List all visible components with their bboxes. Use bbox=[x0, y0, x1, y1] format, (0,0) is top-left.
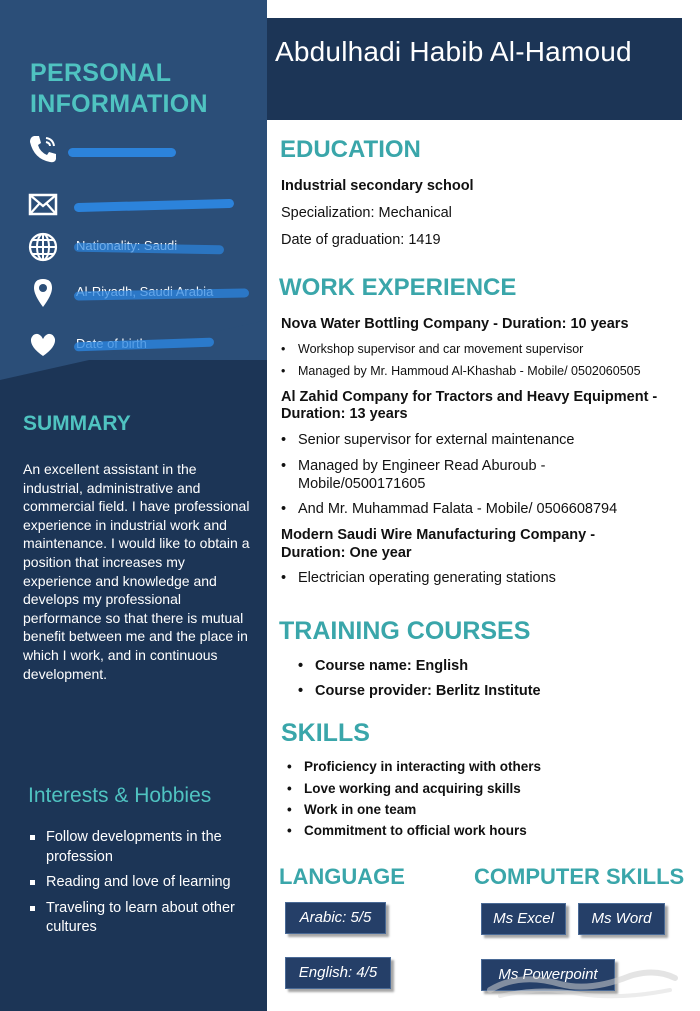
contact-phone bbox=[26, 132, 256, 166]
language-badge: English: 4/5 bbox=[285, 957, 391, 989]
list-item: Reading and love of learning bbox=[28, 873, 253, 893]
skill-item: • Work in one team bbox=[304, 802, 416, 817]
contact-email bbox=[26, 187, 256, 221]
computer-skill-badge: Ms Powerpoint bbox=[481, 959, 615, 991]
contact-nationality bbox=[26, 230, 256, 264]
job-bullet: • Managed by Mr. Hammoud Al-Khashab - Mobile/ 0502060505 bbox=[298, 364, 641, 378]
job-company: Al Zahid Company for Tractors and Heavy Equipment - bbox=[281, 389, 658, 405]
candidate-name: Abdulhadi Habib Al-Hamoud bbox=[275, 36, 632, 67]
name-header bbox=[267, 18, 682, 120]
training-item: • Course provider: Berlitz Institute bbox=[315, 683, 541, 699]
summary-title: SUMMARY bbox=[23, 412, 131, 435]
email-icon bbox=[26, 187, 60, 221]
skill-item: • Commitment to official work hours bbox=[304, 823, 527, 838]
redaction-mark bbox=[68, 148, 176, 157]
work-experience-title: WORK EXPERIENCE bbox=[279, 274, 517, 301]
list-item: Follow developments in the profession bbox=[28, 828, 253, 867]
skill-item: • Proficiency in interacting with others bbox=[304, 759, 541, 774]
job-company-duration: Duration: One year bbox=[281, 545, 412, 561]
job-bullet: • Electrician operating generating stations bbox=[298, 570, 556, 586]
phone-icon bbox=[26, 132, 60, 166]
job-bullet-continued: Mobile/0500171605 bbox=[298, 476, 426, 492]
list-item: Traveling to learn about other cultures bbox=[28, 899, 253, 938]
training-title: TRAINING COURSES bbox=[279, 617, 531, 645]
summary-text: An excellent assistant in the industrial, administrative and commercial field. I have professional experience in industrial work and maintenance. I would like to obtain a position that increases my experience and knowledge and develops my professional performance so that there is mutual benefit between me and the place in which I work, and in continuous development. bbox=[23, 461, 250, 682]
education-specialization: Specialization: Mechanical bbox=[281, 205, 452, 221]
interests-title: Interests & Hobbies bbox=[28, 784, 212, 807]
education-school: Industrial secondary school bbox=[281, 178, 474, 194]
computer-skills-title: COMPUTER SKILLS bbox=[474, 864, 685, 889]
job-company: Nova Water Bottling Company - Duration: 10 years bbox=[281, 316, 629, 332]
computer-skill-badge: Ms Word bbox=[578, 903, 665, 935]
heart-icon bbox=[26, 328, 60, 362]
job-company: Modern Saudi Wire Manufacturing Company - bbox=[281, 527, 596, 543]
job-bullet: • Managed by Engineer Read Aburoub - bbox=[298, 458, 545, 474]
contact-birthdate bbox=[26, 328, 256, 362]
redaction-mark bbox=[74, 288, 249, 300]
language-badge: Arabic: 5/5 bbox=[285, 902, 386, 934]
job-bullet: • And Mr. Muhammad Falata - Mobile/ 0506608794 bbox=[298, 501, 617, 517]
redaction-mark bbox=[74, 199, 234, 212]
skill-item: • Love working and acquiring skills bbox=[304, 781, 521, 796]
interests-list bbox=[28, 828, 253, 944]
globe-icon bbox=[26, 230, 60, 264]
personal-information-title: PERSONAL INFORMATION bbox=[30, 59, 208, 118]
job-company-duration: Duration: 13 years bbox=[281, 406, 408, 422]
location-pin-icon bbox=[26, 276, 60, 310]
sidebar bbox=[0, 0, 267, 1011]
watermark-logo bbox=[480, 962, 680, 1002]
education-title: EDUCATION bbox=[280, 136, 421, 163]
training-item: • Course name: English bbox=[315, 658, 468, 674]
job-bullet: • Senior supervisor for external maintenance bbox=[298, 432, 574, 448]
computer-skill-badge: Ms Excel bbox=[481, 903, 566, 935]
language-title: LANGUAGE bbox=[279, 864, 405, 889]
education-graduation: Date of graduation: 1419 bbox=[281, 232, 441, 248]
skills-title: SKILLS bbox=[281, 719, 370, 747]
contact-location bbox=[26, 276, 256, 310]
job-bullet: • Workshop supervisor and car movement supervisor bbox=[298, 342, 583, 356]
